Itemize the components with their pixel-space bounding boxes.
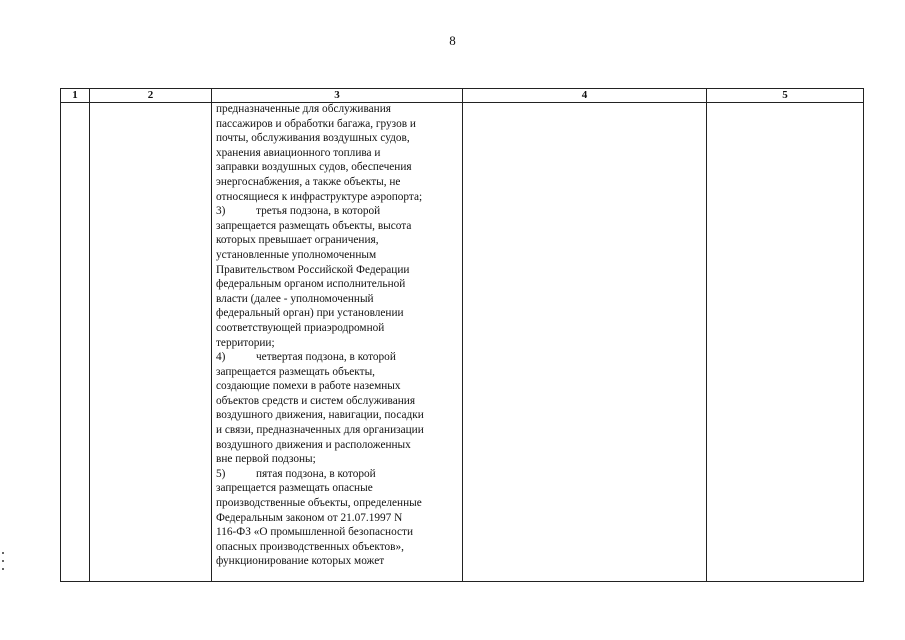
line-text: почты, обслуживания воздушных судов,	[216, 132, 410, 145]
text-line	[216, 481, 459, 496]
line-text: которых превышает ограничения,	[216, 234, 379, 247]
line-text: опасных производственных объектов»,	[216, 540, 404, 553]
line-text: федеральным органом исполнительной	[216, 278, 406, 291]
line-text: власти (далее - уполномоченный	[216, 292, 374, 305]
line-text: воздушного движения и расположенных	[216, 438, 411, 451]
text-line	[216, 233, 459, 248]
text-line	[216, 394, 459, 409]
line-text: территории;	[216, 336, 275, 349]
header-col-2: 2	[90, 89, 212, 103]
header-col-4: 4	[463, 89, 707, 103]
text-line	[216, 292, 459, 307]
line-text: производственные объекты, определенные	[216, 497, 422, 510]
line-text: Правительством Российской Федерации	[216, 263, 410, 276]
text-line	[216, 496, 459, 511]
line-text: создающие помехи в работе наземных	[216, 380, 401, 393]
line-text: запрещается размещать объекты,	[216, 365, 375, 378]
line-text: вне первой подзоны;	[216, 453, 316, 466]
text-line	[216, 204, 459, 219]
line-text: пятая подзона, в которой	[256, 467, 376, 480]
line-text: установленные уполномоченным	[216, 248, 377, 261]
line-text: 116-ФЗ «О промышленной безопасности	[216, 526, 413, 539]
page-number: 8	[449, 33, 456, 48]
text-line	[216, 525, 459, 540]
cell-col-5	[707, 103, 864, 582]
line-text: федеральный орган) при установлении	[216, 307, 404, 320]
line-text: четвертая подзона, в которой	[256, 351, 396, 364]
line-text: предназначенные для обслуживания	[216, 103, 391, 115]
text-line	[216, 277, 459, 292]
line-text: третья подзона, в которой	[256, 205, 381, 218]
text-line	[216, 102, 459, 117]
text-line	[216, 160, 459, 175]
line-text: пассажиров и обработки багажа, грузов и	[216, 117, 416, 130]
line-text: хранения авиационного топлива и	[216, 146, 381, 159]
cell-col-4	[463, 103, 707, 582]
text-line	[216, 438, 459, 453]
text-line	[216, 379, 459, 394]
text-line	[216, 219, 459, 234]
line-text: и связи, предназначенных для организации	[216, 424, 424, 437]
text-line	[216, 336, 459, 351]
text-line	[216, 190, 459, 205]
text-line	[216, 263, 459, 278]
line-text: воздушного движения, навигации, посадки	[216, 409, 424, 422]
text-line	[216, 306, 459, 321]
text-line	[216, 423, 459, 438]
line-text: Федеральным законом от 21.07.1997 N	[216, 511, 403, 524]
line-text: функционирование которых может	[216, 555, 385, 568]
text-line	[216, 131, 459, 146]
header-col-1: 1	[61, 89, 90, 103]
line-text: относящиеся к инфраструктуре аэропорта;	[216, 190, 423, 203]
scan-margin-marks	[2, 552, 5, 592]
document-table	[60, 88, 864, 582]
zone-description-text	[212, 102, 462, 569]
list-number: 4)	[216, 351, 226, 364]
cell-col-2	[90, 103, 212, 582]
header-col-5: 5	[707, 89, 864, 103]
cell-col-3	[212, 103, 463, 582]
text-line	[216, 350, 459, 365]
text-line	[216, 408, 459, 423]
text-line	[216, 248, 459, 263]
text-line	[216, 511, 459, 526]
text-line	[216, 175, 459, 190]
line-text: запрещается размещать объекты, высота	[216, 219, 412, 232]
line-text: объектов средств и систем обслуживания	[216, 394, 416, 407]
line-text: соответствующей приаэродромной	[216, 321, 385, 334]
line-text: запрещается размещать опасные	[216, 482, 373, 495]
text-line	[216, 365, 459, 380]
table-header-row	[61, 89, 864, 103]
text-line	[216, 540, 459, 555]
text-line	[216, 117, 459, 132]
header-col-3: 3	[212, 89, 463, 103]
cell-col-1	[61, 103, 90, 582]
text-line	[216, 467, 459, 482]
line-text: заправки воздушных судов, обеспечения	[216, 161, 412, 174]
list-number: 5)	[216, 467, 226, 480]
list-number: 3)	[216, 205, 226, 218]
table-row	[61, 103, 864, 582]
text-line	[216, 321, 459, 336]
text-line	[216, 146, 459, 161]
line-text: энергоснабжения, а также объекты, не	[216, 175, 401, 188]
text-line	[216, 452, 459, 467]
text-line	[216, 554, 459, 569]
